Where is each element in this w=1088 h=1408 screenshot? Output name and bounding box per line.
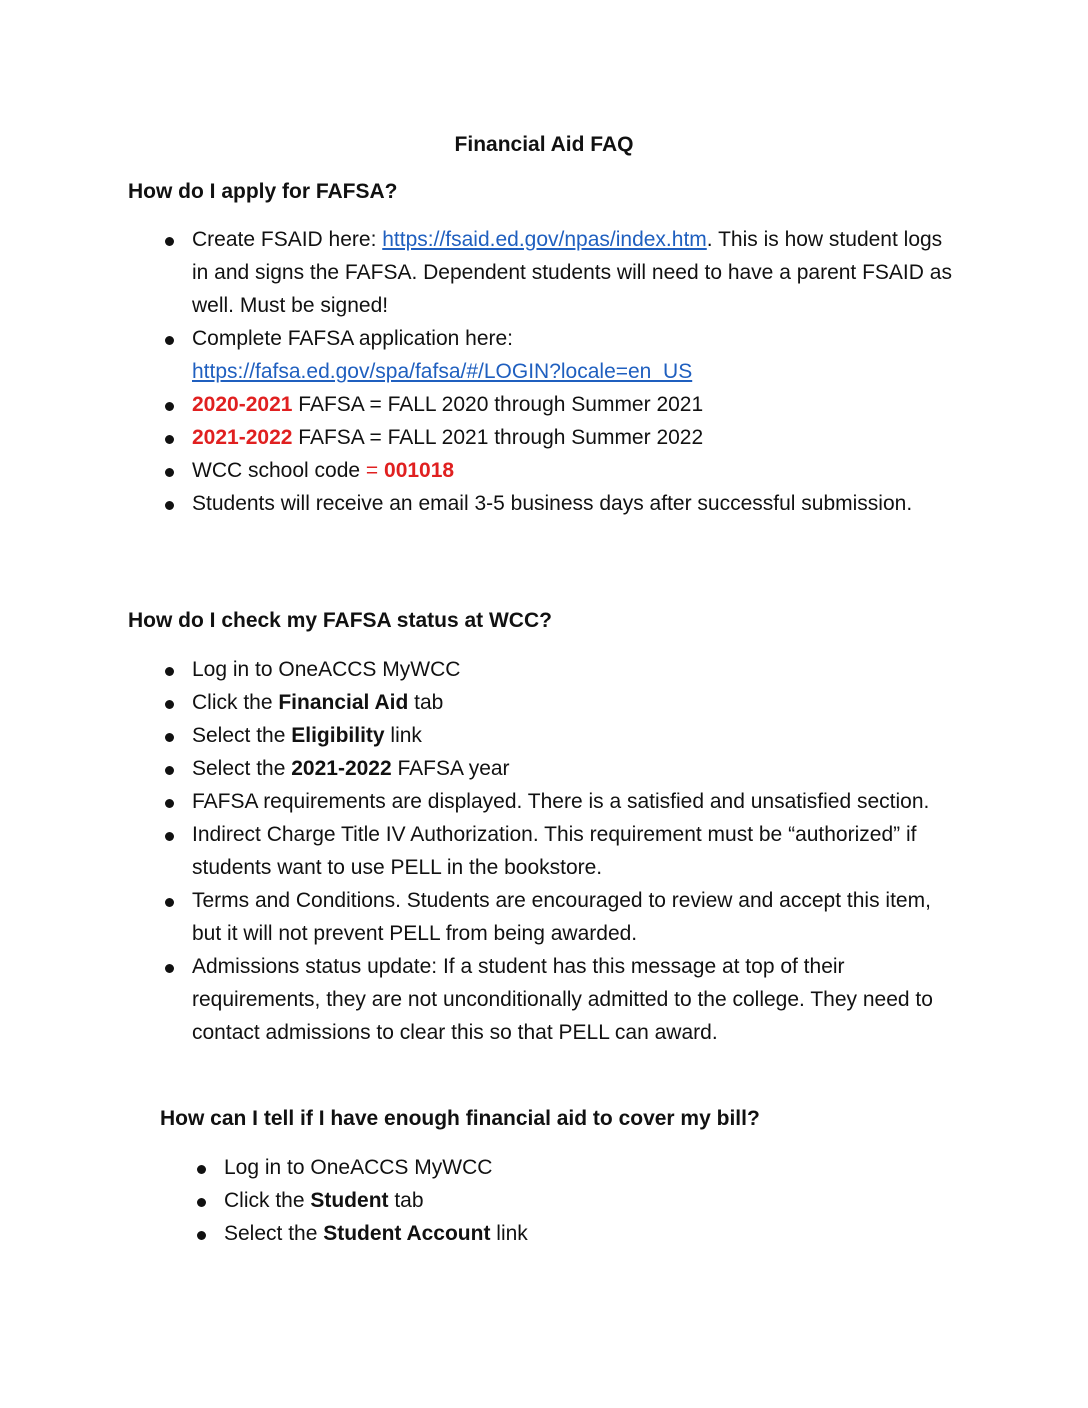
status-steps-list: [192, 653, 962, 1049]
list-item: Select the Eligibility link: [192, 719, 962, 752]
fafsa-application-link[interactable]: https://fafsa.ed.gov/spa/fafsa/#/LOGIN?locale=en_US: [192, 360, 693, 383]
list-item: Select the Student Account link: [224, 1217, 964, 1250]
school-code: 001018: [384, 459, 455, 482]
apply-steps-list: [192, 223, 962, 520]
bullet-icon: [165, 667, 174, 676]
fsaid-link[interactable]: https://fsaid.ed.gov/npas/index.htm: [382, 228, 707, 251]
list-item: Terms and Conditions. Students are encouraged to review and accept this item, but it will not prevent PELL from being awarded.: [192, 884, 962, 950]
bullet-icon: [165, 468, 174, 477]
section-heading-status: How do I check my FAFSA status at WCC?: [128, 609, 552, 632]
list-item: Admissions status update: If a student has this message at top of their requirements, they are not unconditionally admitted to the college. They need to contact admissions to clear this so that PELL can award.: [192, 950, 962, 1049]
bullet-icon: [165, 237, 174, 246]
bullet-icon: [165, 336, 174, 345]
list-item: Complete FAFSA application here: https://fafsa.ed.gov/spa/fafsa/#/LOGIN?locale=en_US: [192, 322, 962, 388]
bullet-icon: [165, 832, 174, 841]
year-highlight: 2020-2021: [192, 393, 293, 416]
bullet-icon: [165, 733, 174, 742]
list-item: Indirect Charge Title IV Authorization. This requirement must be “authorized” if students want to use PELL in the bookstore.: [192, 818, 962, 884]
list-item: Students will receive an email 3-5 business days after successful submission.: [192, 487, 962, 520]
list-item: WCC school code = 001018: [192, 454, 962, 487]
list-item: 2020-2021 FAFSA = FALL 2020 through Summer 2021: [192, 388, 962, 421]
section-heading-apply: How do I apply for FAFSA?: [128, 180, 398, 203]
document-title: Financial Aid FAQ: [454, 133, 634, 156]
bullet-icon: [197, 1198, 206, 1207]
list-item: FAFSA requirements are displayed. There is a satisfied and unsatisfied section.: [192, 785, 962, 818]
bullet-icon: [197, 1165, 206, 1174]
bullet-icon: [165, 898, 174, 907]
bullet-icon: [165, 402, 174, 411]
list-item: Click the Financial Aid tab: [192, 686, 962, 719]
bullet-icon: [165, 435, 174, 444]
list-item: Create FSAID here: https://fsaid.ed.gov/npas/index.htm. This is how student logs in and signs the FAFSA. Dependent students will need to have a parent FSAID as well. Must be signed!: [192, 223, 962, 322]
bullet-icon: [165, 700, 174, 709]
bullet-icon: [165, 501, 174, 510]
list-item: Log in to OneACCS MyWCC: [192, 653, 962, 686]
bullet-icon: [165, 766, 174, 775]
bullet-icon: [165, 799, 174, 808]
bullet-icon: [165, 964, 174, 973]
list-item: Select the 2021-2022 FAFSA year: [192, 752, 962, 785]
bullet-icon: [197, 1231, 206, 1240]
list-item: Log in to OneACCS MyWCC: [224, 1151, 964, 1184]
list-item: 2021-2022 FAFSA = FALL 2021 through Summer 2022: [192, 421, 962, 454]
section-heading-bill: How can I tell if I have enough financial aid to cover my bill?: [160, 1107, 760, 1130]
bill-steps-list: [224, 1151, 964, 1250]
year-highlight: 2021-2022: [192, 426, 293, 449]
list-item: Click the Student tab: [224, 1184, 964, 1217]
